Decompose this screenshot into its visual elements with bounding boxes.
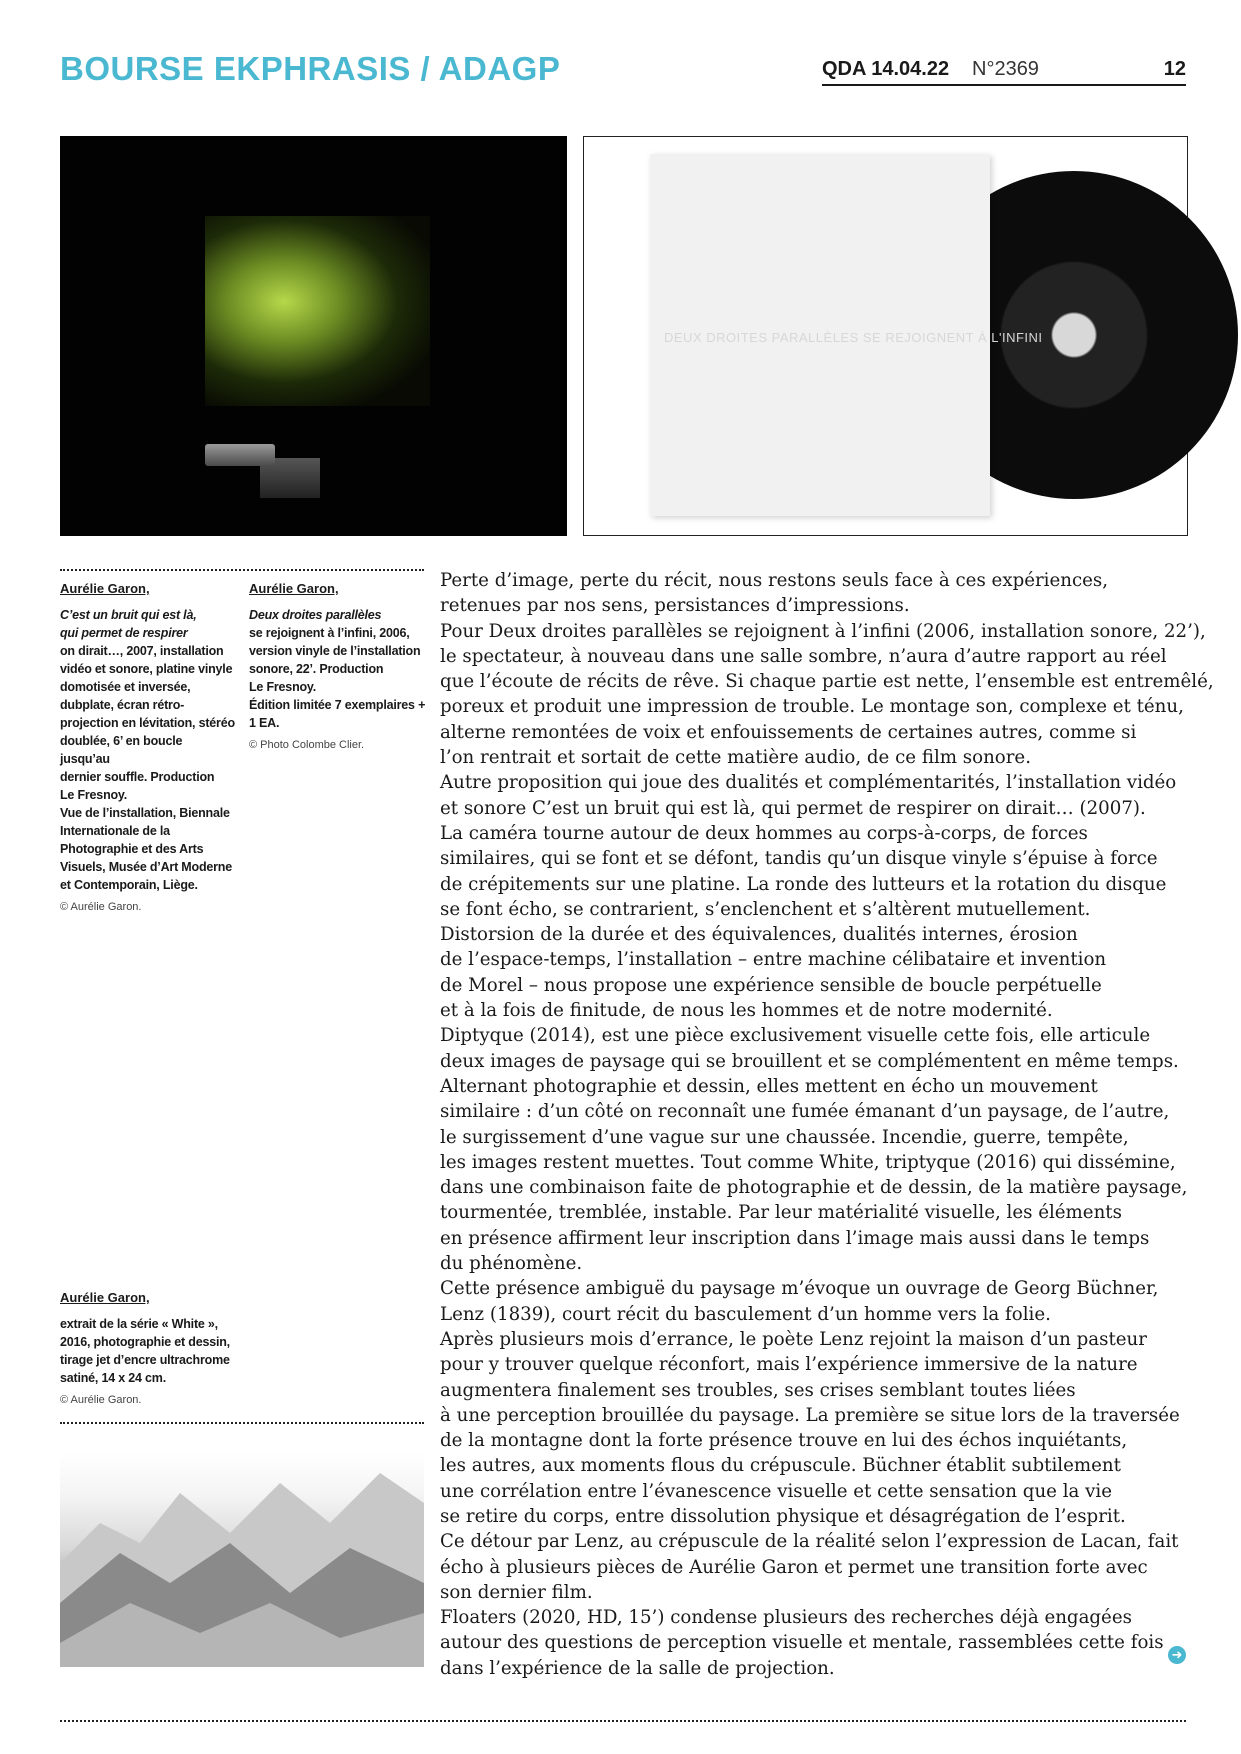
- body-line: dans l’expérience de la salle de projection.: [440, 1657, 835, 1679]
- caption-line: C’est un bruit qui est là,: [60, 608, 197, 622]
- body-line: dans une combinaison faite de photographie et de dessin, de la matière paysage,: [440, 1177, 1188, 1199]
- body-line: deux images de paysage qui se brouillent et se complémentent en même temps.: [440, 1050, 1179, 1072]
- caption-2-credit: © Photo Colombe Clier.: [249, 739, 365, 751]
- caption-line: Deux droites parallèles: [249, 608, 382, 622]
- caption-rule-bottom: [60, 1422, 424, 1424]
- vinyl-photo: [583, 136, 1188, 536]
- arrow-right-icon[interactable]: ➜: [1168, 1646, 1186, 1664]
- issue-number: N°2369: [972, 58, 1039, 80]
- caption-line: Le Fresnoy.: [249, 680, 317, 694]
- caption-line: dubplate, écran rétro-: [60, 698, 185, 712]
- body-line: tourmentée, tremblée, instable. Par leur matérialité visuelle, les éléments: [440, 1202, 1122, 1224]
- body-line: Autre proposition qui joue des dualités et complémentarités, l’installation vidéo: [440, 772, 1177, 794]
- body-line: de Morel – nous propose une expérience sensible de boucle perpétuelle: [440, 974, 1102, 996]
- body-line: Diptyque (2014), est une pièce exclusivement visuelle cette fois, elle articule: [440, 1025, 1151, 1047]
- body-line: alterne remontées de voix et enfouissements de certaines autres, comme si: [440, 721, 1137, 743]
- caption-line: domotisée et inversée,: [60, 680, 191, 694]
- article-body: [440, 568, 1214, 1681]
- caption-line: dernier souffle. Production: [60, 770, 215, 784]
- caption-line: Internationale de la: [60, 824, 170, 838]
- issue-bar: [822, 58, 1186, 86]
- caption-line: version vinyle de l’installation: [249, 644, 421, 658]
- caption-3-body: [60, 1315, 250, 1387]
- caption-1-name: Aurélie Garon,: [60, 581, 150, 596]
- caption-line: doublée, 6’ en boucle jusqu’au: [60, 734, 183, 766]
- caption-1-body: [60, 606, 235, 894]
- caption-2: [249, 580, 429, 754]
- body-line: autour des questions de perception visuelle et mentale, rassemblées cette fois: [440, 1632, 1164, 1654]
- caption-line: 1 EA.: [249, 716, 280, 730]
- sleeve-title: DEUX DROITES PARALLÈLES SE REJOIGNENT À L'INFINI: [664, 330, 1043, 345]
- installation-photo: [60, 136, 567, 536]
- body-line: les images restent muettes. Tout comme White, triptyque (2016) qui dissémine,: [440, 1151, 1176, 1173]
- body-line: une corrélation entre l’évanescence visuelle et cette sensation que la vie: [440, 1480, 1112, 1502]
- body-line: de la montagne dont la forte présence trouve en lui des échos inquiétants,: [440, 1430, 1128, 1452]
- caption-3-credit: © Aurélie Garon.: [60, 1394, 142, 1406]
- caption-line: Visuels, Musée d’Art Moderne: [60, 860, 232, 874]
- body-line: se retire du corps, entre dissolution physique et désagrégation de l’esprit.: [440, 1505, 1126, 1527]
- caption-line: Édition limitée 7 exemplaires +: [249, 698, 426, 712]
- body-line: Distorsion de la durée et des équivalences, dualités internes, érosion: [440, 924, 1078, 946]
- caption-line: satiné, 14 x 24 cm.: [60, 1371, 166, 1385]
- body-line: l’on rentrait et sortait de cette matière audio, de ce film sonore.: [440, 747, 1031, 769]
- mountain-drawing: [60, 1453, 424, 1667]
- caption-line: Photographie et des Arts: [60, 842, 204, 856]
- body-line: écho à plusieurs pièces de Aurélie Garon et permet une transition forte avec: [440, 1556, 1148, 1578]
- body-line: et à la fois de finitude, de nous les hommes et de notre modernité.: [440, 1000, 1053, 1022]
- body-line: le spectateur, à nouveau dans une salle sombre, n’aura d’autre rapport au réel: [440, 645, 1167, 667]
- body-line: Ce détour par Lenz, au crépuscule de la réalité selon l’expression de Lacan, fait: [440, 1531, 1179, 1553]
- caption-3: [60, 1289, 250, 1409]
- body-line: augmentera finalement ses troubles, ses crises semblant toutes liées: [440, 1379, 1076, 1401]
- body-line: similaire : d’un côté on reconnaît une fumée émanant d’un paysage, de l’autre,: [440, 1101, 1170, 1123]
- caption-line: tirage jet d’encre ultrachrome: [60, 1353, 230, 1367]
- caption-1: [60, 580, 235, 916]
- caption-line: on dirait…, 2007, installation: [60, 644, 224, 658]
- body-line: poreux et produit une impression de trouble. Le montage son, complexe et ténu,: [440, 696, 1184, 718]
- caption-line: Vue de l’installation, Biennale: [60, 806, 230, 820]
- body-line: en présence affirment leur inscription dans l’image mais aussi dans le temps: [440, 1227, 1150, 1249]
- caption-line: sonore, 22’. Production: [249, 662, 384, 676]
- caption-line: extrait de la série « White »,: [60, 1317, 218, 1331]
- caption-line: qui permet de respirer: [60, 626, 188, 640]
- body-line: du phénomène.: [440, 1253, 583, 1275]
- body-line: La caméra tourne autour de deux hommes au corps-à-corps, de forces: [440, 822, 1088, 844]
- page-title: BOURSE EKPHRASIS / ADAGP: [60, 50, 561, 87]
- caption-line: Le Fresnoy.: [60, 788, 128, 802]
- body-line: de l’espace-temps, l’installation – entre machine célibataire et invention: [440, 949, 1107, 971]
- caption-line: 2016, photographie et dessin,: [60, 1335, 230, 1349]
- caption-line: vidéo et sonore, platine vinyle: [60, 662, 233, 676]
- mountain-photo: [60, 1453, 424, 1667]
- body-line: Alternant photographie et dessin, elles mettent en écho un mouvement: [440, 1075, 1098, 1097]
- body-line: Cette présence ambiguë du paysage m’évoque un ouvrage de Georg Büchner,: [440, 1278, 1159, 1300]
- caption-2-name: Aurélie Garon,: [249, 581, 339, 596]
- projection-screen: [205, 216, 430, 406]
- body-line: Pour Deux droites parallèles se rejoignent à l’infini (2006, installation sonore, 22’),: [440, 620, 1206, 642]
- caption-3-name: Aurélie Garon,: [60, 1290, 150, 1305]
- body-line: le surgissement d’une vague sur une chaussée. Incendie, guerre, tempête,: [440, 1126, 1129, 1148]
- caption-rule-top: [60, 569, 424, 571]
- caption-line: et Contemporain, Liège.: [60, 878, 198, 892]
- body-line: Lenz (1839), court récit du basculement d’un homme vers la folie.: [440, 1303, 1051, 1325]
- issue-code: QDA 14.04.22: [822, 58, 950, 80]
- body-line: à une perception brouillée du paysage. La première se situe lors de la traversée: [440, 1404, 1180, 1426]
- body-line: Floaters (2020, HD, 15’) condense plusieurs des recherches déjà engagées: [440, 1607, 1132, 1629]
- body-line: Perte d’image, perte du récit, nous restons seuls face à ces expériences,: [440, 570, 1109, 591]
- footer-rule: [60, 1720, 1186, 1722]
- body-line: similaires, qui se font et se défont, tandis qu’un disque vinyle s’épuise à force: [440, 848, 1158, 870]
- body-line: son dernier film.: [440, 1581, 593, 1603]
- body-line: les autres, aux moments flous du crépuscule. Büchner établit subtilement: [440, 1455, 1121, 1477]
- caption-2-body: [249, 606, 429, 732]
- page-number: 12: [1163, 58, 1186, 80]
- record-sleeve: [650, 154, 1043, 516]
- body-line: retenues par nos sens, persistances d’impressions.: [440, 595, 910, 617]
- turntable: [205, 444, 275, 466]
- caption-line: projection en lévitation, stéréo: [60, 716, 235, 730]
- body-line: se font écho, se contrarient, s’enclenchent et s’altèrent mutuellement.: [440, 898, 1091, 920]
- caption-1-credit: © Aurélie Garon.: [60, 901, 142, 913]
- body-line: de crépitements sur une platine. La ronde des lutteurs et la rotation du disque: [440, 873, 1167, 895]
- body-line: que l’écoute de récits de rêve. Si chaque partie est nette, l’ensemble est entremêlé,: [440, 671, 1214, 693]
- body-line: pour y trouver quelque réconfort, mais l’expérience immersive de la nature: [440, 1354, 1138, 1376]
- body-line: Après plusieurs mois d’errance, le poète Lenz rejoint la maison d’un pasteur: [440, 1328, 1147, 1350]
- body-line: et sonore C’est un bruit qui est là, qui permet de respirer on dirait… (2007).: [440, 797, 1146, 819]
- caption-line: se rejoignent à l’infini, 2006,: [249, 626, 410, 640]
